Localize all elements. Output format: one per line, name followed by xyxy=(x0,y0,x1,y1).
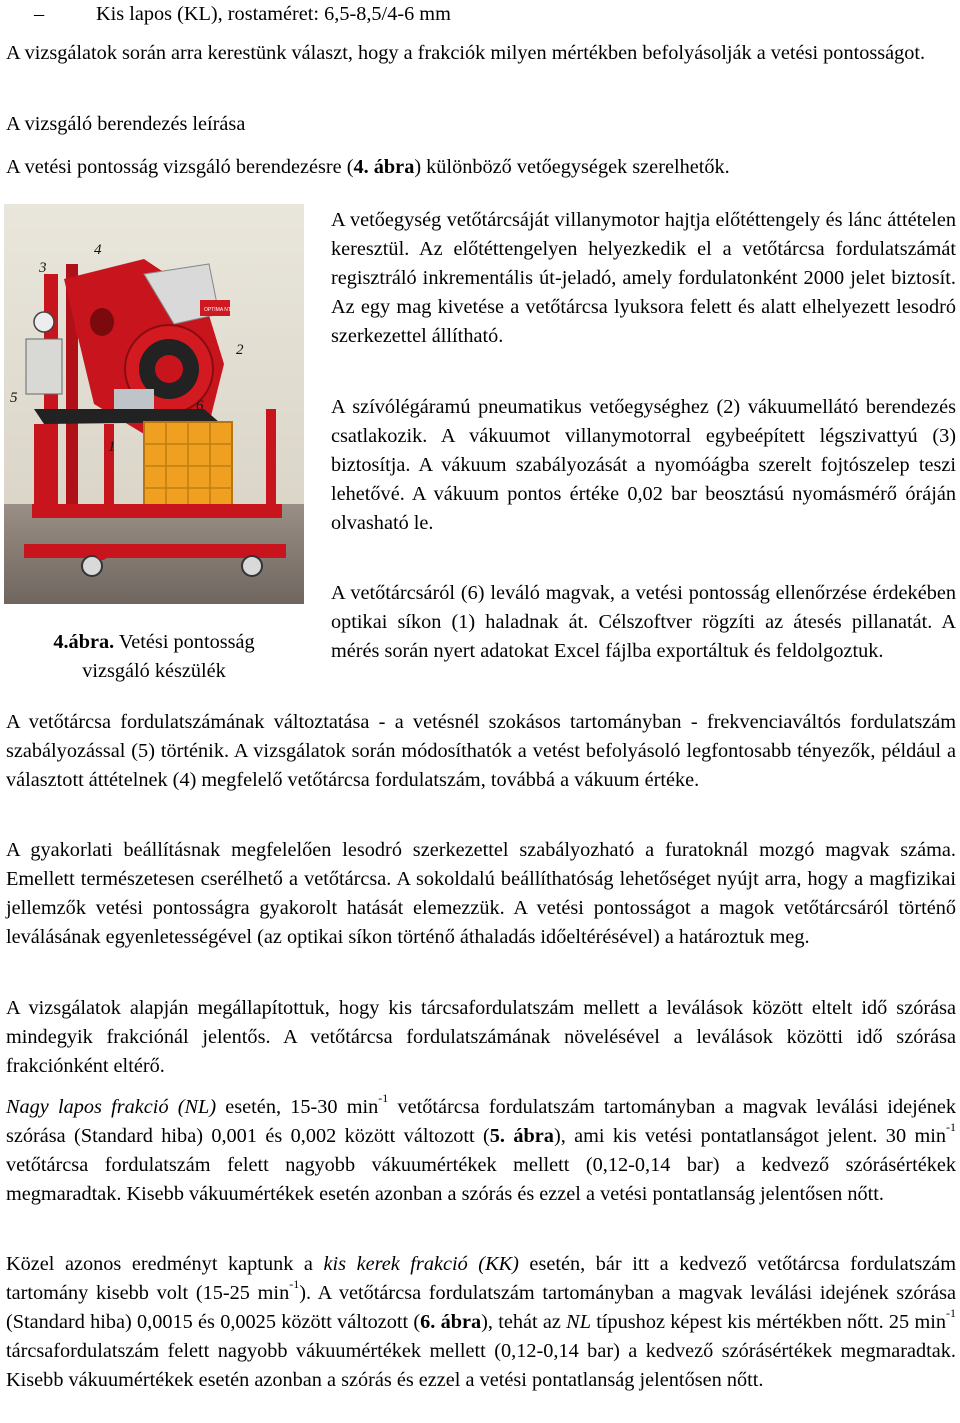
list-item-text: Kis lapos (KL), rostaméret: 6,5-8,5/4-6 mm xyxy=(96,3,451,25)
figure-ref-5: 5. ábra xyxy=(489,1125,554,1147)
paragraph-7: Közel azonos eredményt kaptunk a kis kerek frakció (KK) esetén, bár itt a kedvező vetőtárcsa fordulatszám tartomány kisebb volt (15-25 $\min^{-1}$). A vetőtárcsa fordulatszám tartományban a magvak leválási idejének szórása (Standard hiba) 0,0015 és 0,0025 között változott (6. ábra), tehát az NL típushoz képest kis mértékben nőtt. 25 $\min^{-1}$ tárcsafordulatszám felett nagyobb vákuumértékek mellett (0,12-0,14 bar) a kedvező szórásértékek megmaradtak. Kisebb vákuumértékek esetén azonban a szórás és ezzel a vetési pontatlanság jelentősen nőtt. xyxy=(6,1253,956,1391)
figure-reference-paragraph: A vetési pontosság vizsgáló berendezésre (4. ábra) különböző vetőegységek szerelhetők. xyxy=(6,156,730,178)
nl-fraction-term: Nagy lapos frakció (NL) xyxy=(6,1096,217,1118)
intro-paragraph: A vizsgálatok során arra kerestünk választ, hogy a frakciók milyen mértékben befolyásolják a vetési pontosságot. xyxy=(6,42,926,64)
right-paragraph-2: A szívólégáramú pneumatikus vetőegységhez (2) vákuumellátó berendezés csatlakozik. A vákuumot villanymotorral egybeépített légszivattyú (3) biztosítja. A vákuum szabályozását a nyomóágba szerelt fojtószelep teszi lehetővé. A vákuum pontos értéke 0,02 bar beosztású nyomásmérő óráján olvasható le. xyxy=(331,396,956,534)
figure-ref-6: 6. ábra xyxy=(420,1311,482,1333)
seeder-test-rig-illustration xyxy=(4,204,304,604)
paragraph-3: A vetőtárcsa fordulatszámának változtatása - a vetésnél szokásos tartományban - frekvenciaváltós fordulatszám szabályozással (5) történik. A vizsgálatok során módosíthatók a vetést befolyásoló legfontosabb tényezők, például a választott áttételnek (4) megfelelő vetőtárcsa fordulatszám, továbbá a vákuum értéke. xyxy=(6,711,956,791)
caption-text: Vetési pontosság xyxy=(114,631,255,653)
right-paragraph-1: A vetőegység vetőtárcsáját villanymotor hajtja előtéttengely és lánc áttételen keresztül. Az előtéttengelyen helyezkedik el a vetőtárcsa fordulatszámát regisztráló inkrementális út-jeladó, amely fordulatonként 2000 jelet biztosít. Az egy mag kivetése a vetőtárcsa lyuksora felett és alatt elhelyezett lesodró szerkezettel állítható. xyxy=(331,209,956,347)
section-heading: A vizsgáló berendezés leírása xyxy=(6,113,246,135)
optima-plate-text: OPTIMA NT xyxy=(204,307,231,313)
figure-caption xyxy=(0,628,308,686)
paragraph-6: Nagy lapos frakció (NL) esetén, 15-30 $\min^{-1}$ vetőtárcsa fordulatszám tartományban a magvak leválási idejének szórása (Standard hiba) 0,001 és 0,002 között változott (5. ábra), ami kis vetési pontatlanságot jelent. 30 $\min^{-1}$ vetőtárcsa fordulatszám felett nagyobb vákuumértékek mellett (0,12-0,14 bar) a kedvező szórásértékek megmaradtak. Kisebb vákuumértékek esetén azonban a szórás és ezzel a vetési pontatlanság jelentősen nőtt. xyxy=(6,1091,957,1205)
label-2: 2 xyxy=(236,342,244,358)
label-3: 3 xyxy=(39,260,47,276)
label-5: 5 xyxy=(10,390,18,406)
caption-text-line2: vizsgáló készülék xyxy=(82,660,226,682)
paragraph-4: A gyakorlati beállításnak megfelelően lesodró szerkezettel szabályozható a furatoknál mozgó magvak száma. Emellett természetesen cserélhető a vetőtárcsa. A sokoldalú beállíthatóság lehetőséget nyújt arra, hogy a magfizikai jellemzők vetési pontosságra gyakorolt hatását elemezzük. A vetési pontosságot a magok vetőtárcsáról történő leválásának egyenletességével (az optikai síkon történő áthaladás időeltérésével) a határoztuk meg. xyxy=(6,839,956,948)
label-6: 6 xyxy=(196,398,204,414)
figure-ref-4: 4. ábra xyxy=(353,156,415,178)
label-1: 1 xyxy=(108,439,116,455)
right-paragraph-3: A vetőtárcsáról (6) leváló magvak, a vetési pontosság ellenőrzése érdekében optikai síkon (1) haladnak át. Célszoftver rögzíti az átesés pillanatát. A mérés során nyert adatokat Excel fájlba exportáltuk és feldolgoztuk. xyxy=(331,582,956,662)
caption-label: 4.ábra. xyxy=(53,631,115,653)
label-4: 4 xyxy=(94,242,102,258)
kk-fraction-term: kis kerek frakció (KK) xyxy=(323,1253,519,1275)
paragraph-5: A vizsgálatok alapján megállapítottuk, hogy kis tárcsafordulatszám mellett a leválások között eltelt idő szórása mindegyik frakciónál jelentős. A vetőtárcsa fordulatszámának növelésével a leválások közötti idő szórása frakciónként eltérő. xyxy=(6,997,956,1077)
list-dash: – xyxy=(34,3,45,25)
